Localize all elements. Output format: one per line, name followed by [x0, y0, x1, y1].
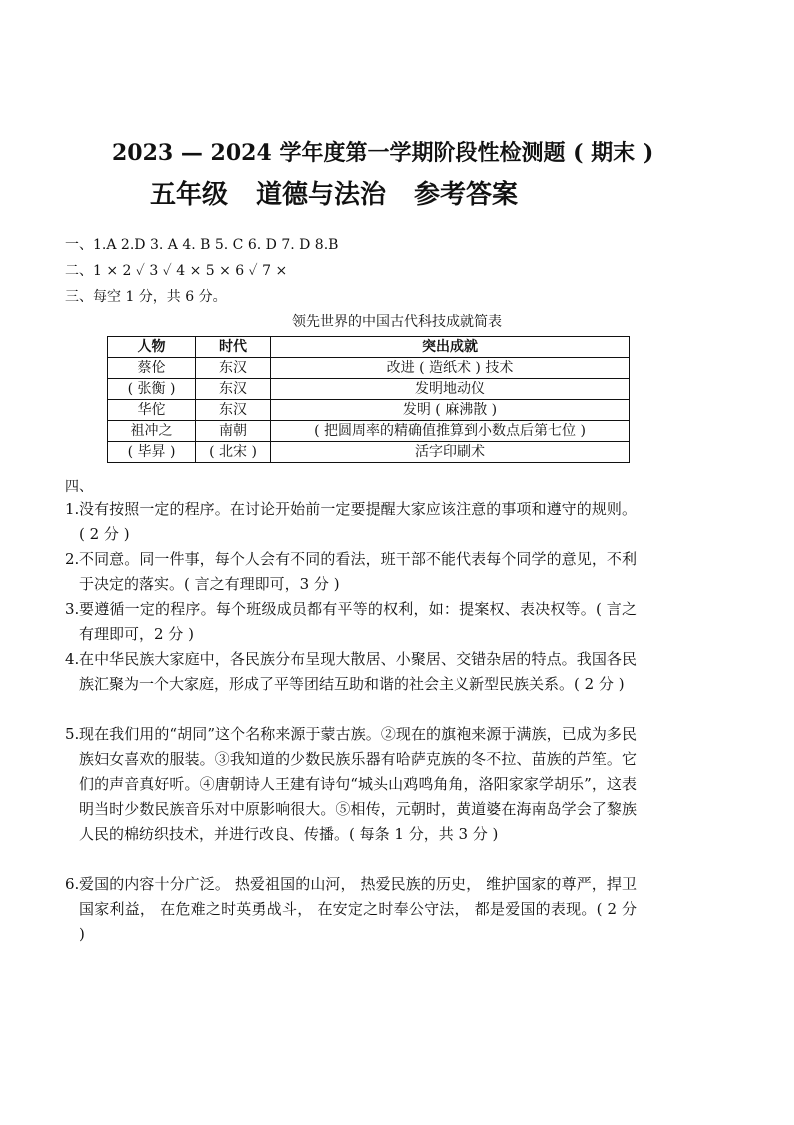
subtitle-subject: 道德与法治 — [256, 180, 387, 210]
table-header-row — [108, 337, 630, 358]
table-cell: ( 张衡 ) — [108, 379, 196, 400]
item-text: 不同意。同一件事，每个人会有不同的看法，班干部不能代表每个同学的意见，不利于决定的落实。( 言之有理即可，3 分 ) — [79, 550, 637, 593]
section-4-label: 四、 — [65, 479, 93, 495]
table-cell: 祖冲之 — [108, 421, 196, 442]
item-text: 要遵循一定的程序。每个班级成员都有平等的权利，如：提案权、表决权等。( 言之有理即可，2 分 ) — [79, 600, 637, 643]
answer-item-5 — [65, 722, 637, 847]
item-number: 3. — [65, 600, 80, 618]
item-text: 爱国的内容十分广泛。 热爱祖国的山河， 热爱民族的历史， 维护国家的尊严，捍卫国家利益， 在危难之时英勇战斗， 在安定之时奉公守法， 都是爱国的表现。( 2 分 ) — [79, 875, 637, 943]
item-text: 没有按照一定的程序。在讨论开始前一定要提醒大家应该注意的事项和遵守的规则。( 2 分 ) — [79, 500, 637, 543]
table-header-cell: 人物 — [108, 337, 196, 358]
answer-item-1 — [65, 497, 637, 547]
table-cell: 发明地动仪 — [271, 379, 630, 400]
answer-item-2 — [65, 547, 637, 597]
item-number: 5. — [65, 725, 80, 743]
answer-item-4 — [65, 647, 637, 697]
table-cell: 活字印刷术 — [271, 442, 630, 463]
table-cell: ( 毕昇 ) — [108, 442, 196, 463]
answer-item-3 — [65, 597, 637, 647]
table-cell: ( 把圆周率的精确值推算到小数点后第七位 ) — [271, 421, 630, 442]
table-cell: 南朝 — [196, 421, 271, 442]
section-3-instruction: 三、每空 1 分，共 6 分。 — [65, 289, 227, 305]
item-number: 4. — [65, 650, 80, 668]
table-row — [108, 400, 630, 421]
section-2-answers: 二、1 × 2 ✓ 3 ✓ 4 × 5 × 6 ✓ 7 × — [65, 263, 288, 279]
document-title: 2023 — 2024 学年度第一学期阶段性检测题 ( 期末 ) — [112, 140, 654, 166]
document-subtitle — [150, 174, 630, 211]
table-row — [108, 358, 630, 379]
achievement-table — [107, 336, 630, 463]
item-number: 1. — [65, 500, 80, 518]
section-1-answers: 一、1.A 2.D 3. A 4. B 5. C 6. D 7. D 8.B — [65, 237, 339, 253]
table-cell: 蔡伦 — [108, 358, 196, 379]
table-header-cell: 突出成就 — [271, 337, 630, 358]
subtitle-answer-key: 参考答案 — [414, 180, 519, 210]
table-cell: ( 北宋 ) — [196, 442, 271, 463]
table-caption: 领先世界的中国古代科技成就简表 — [292, 314, 502, 330]
table-header-cell: 时代 — [196, 337, 271, 358]
table-row — [108, 442, 630, 463]
table-cell: 东汉 — [196, 358, 271, 379]
table-cell: 发明 ( 麻沸散 ) — [271, 400, 630, 421]
subtitle-grade: 五年级 — [150, 180, 229, 210]
table-cell: 华佗 — [108, 400, 196, 421]
table-cell: 改进 ( 造纸术 ) 技术 — [271, 358, 630, 379]
item-number: 6. — [65, 875, 80, 893]
item-text: 在中华民族大家庭中，各民族分布呈现大散居、小聚居、交错杂居的特点。我国各民族汇聚为一个大家庭，形成了平等团结互助和谐的社会主义新型民族关系。( 2 分 ) — [79, 650, 637, 693]
item-text: 现在我们用的“胡同”这个名称来源于蒙古族。②现在的旗袍来源于满族，已成为多民族妇女喜欢的服装。③我知道的少数民族乐器有哈萨克族的冬不拉、苗族的芦笙。它们的声音真好听。④唐朝诗人王建有诗句“城头山鸡鸣角角，洛阳家家学胡乐”，这表明当时少数民族音乐对中原影响很大。⑤相传，元朝时，黄道婆在海南岛学会了黎族人民的棉纺织技术，并进行改良、传播。( 每条 1 分，共 3 分 ) — [79, 725, 637, 843]
item-number: 2. — [65, 550, 80, 568]
table-cell: 东汉 — [196, 400, 271, 421]
table-cell: 东汉 — [196, 379, 271, 400]
table-row — [108, 421, 630, 442]
table-row — [108, 379, 630, 400]
answer-item-6 — [65, 872, 637, 947]
